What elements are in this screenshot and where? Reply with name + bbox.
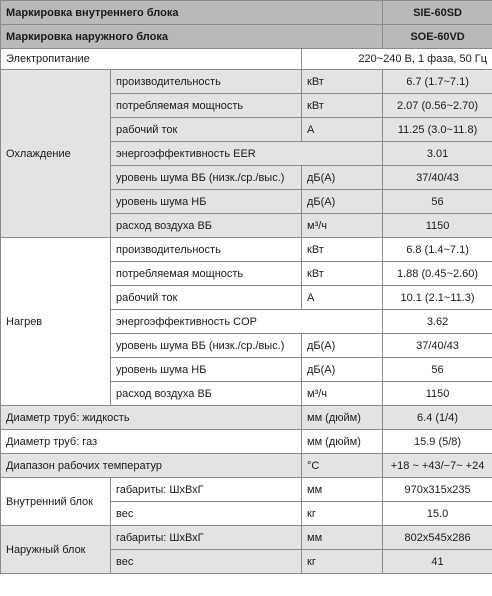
heating-unit: кВт [302,262,383,286]
power-row [1,49,492,70]
cooling-unit: м³/ч [302,214,383,238]
cooling-value: 1150 [383,214,492,238]
heating-value: 1.88 (0.45~2.60) [383,262,492,286]
indoor-value: 970x315x235 [383,478,492,502]
cooling-group-label: Охлаждение [1,70,111,238]
heating-unit: дБ(А) [302,358,383,382]
outdoor-model-label: Маркировка наружного блока [1,25,383,49]
cooling-param: расход воздуха ВБ [111,214,302,238]
power-label: Электропитание [1,49,302,70]
cooling-value: 3.01 [383,142,492,166]
outdoor-value: 41 [383,550,492,574]
temp-range-unit: °С [302,454,383,478]
pipe-liquid-label: Диаметр труб: жидкость [1,406,302,430]
heating-unit: А [302,286,383,310]
outdoor-unit: кг [302,550,383,574]
pipe-liquid-unit: мм (дюйм) [302,406,383,430]
temp-range-value: +18 ~ +43/−7~ +24 [383,454,492,478]
indoor-unit-row [1,478,492,502]
cooling-value: 37/40/43 [383,166,492,190]
cooling-value: 11.25 (3.0~11.8) [383,118,492,142]
indoor-model-label: Маркировка внутреннего блока [1,1,383,25]
cooling-value: 6.7 (1.7~7.1) [383,70,492,94]
cooling-unit: дБ(А) [302,190,383,214]
outdoor-unit-row [1,526,492,550]
heating-param: уровень шума ВБ (низк./ср./выс.) [111,334,302,358]
pipe-gas-value: 15.9 (5/8) [383,430,492,454]
cooling-param: потребляемая мощность [111,94,302,118]
cooling-param: производительность [111,70,302,94]
indoor-unit: кг [302,502,383,526]
indoor-unit: мм [302,478,383,502]
outdoor-model-value: SOE-60VD [383,25,492,49]
cooling-param: энергоэффективность EER [111,142,383,166]
indoor-param: вес [111,502,302,526]
cooling-value: 2.07 (0.56~2.70) [383,94,492,118]
temp-range-label: Диапазон рабочих температур [1,454,302,478]
heating-unit: кВт [302,238,383,262]
heating-value: 56 [383,358,492,382]
pipe-liquid-row [1,406,492,430]
indoor-value: 15.0 [383,502,492,526]
pipe-gas-label: Диаметр труб: газ [1,430,302,454]
outdoor-model-row [1,25,492,49]
cooling-unit: кВт [302,70,383,94]
heating-row [1,238,492,262]
indoor-model-value: SIE-60SD [383,1,492,25]
power-value: 220~240 В, 1 фаза, 50 Гц [302,49,492,70]
cooling-unit: кВт [302,94,383,118]
heating-unit: м³/ч [302,382,383,406]
cooling-row [1,70,492,94]
heating-group-label: Нагрев [1,238,111,406]
cooling-unit: дБ(А) [302,166,383,190]
heating-value: 6.8 (1.4~7.1) [383,238,492,262]
cooling-param: уровень шума ВБ (низк./ср./выс.) [111,166,302,190]
pipe-gas-row [1,430,492,454]
outdoor-group-label: Наружный блок [1,526,111,574]
heating-param: энергоэффективность COP [111,310,383,334]
heating-value: 3.62 [383,310,492,334]
outdoor-unit: мм [302,526,383,550]
heating-unit: дБ(А) [302,334,383,358]
heating-value: 10.1 (2.1~11.3) [383,286,492,310]
indoor-group-label: Внутренний блок [1,478,111,526]
pipe-liquid-value: 6.4 (1/4) [383,406,492,430]
heating-value: 1150 [383,382,492,406]
cooling-unit: А [302,118,383,142]
heating-param: потребляемая мощность [111,262,302,286]
heating-value: 37/40/43 [383,334,492,358]
cooling-param: уровень шума НБ [111,190,302,214]
cooling-value: 56 [383,190,492,214]
outdoor-param: вес [111,550,302,574]
pipe-gas-unit: мм (дюйм) [302,430,383,454]
indoor-model-row [1,1,492,25]
outdoor-value: 802x545x286 [383,526,492,550]
indoor-param: габариты: ШхВхГ [111,478,302,502]
heating-param: уровень шума НБ [111,358,302,382]
cooling-param: рабочий ток [111,118,302,142]
heating-param: рабочий ток [111,286,302,310]
outdoor-param: габариты: ШхВхГ [111,526,302,550]
heating-param: производительность [111,238,302,262]
heating-param: расход воздуха ВБ [111,382,302,406]
temp-range-row [1,454,492,478]
